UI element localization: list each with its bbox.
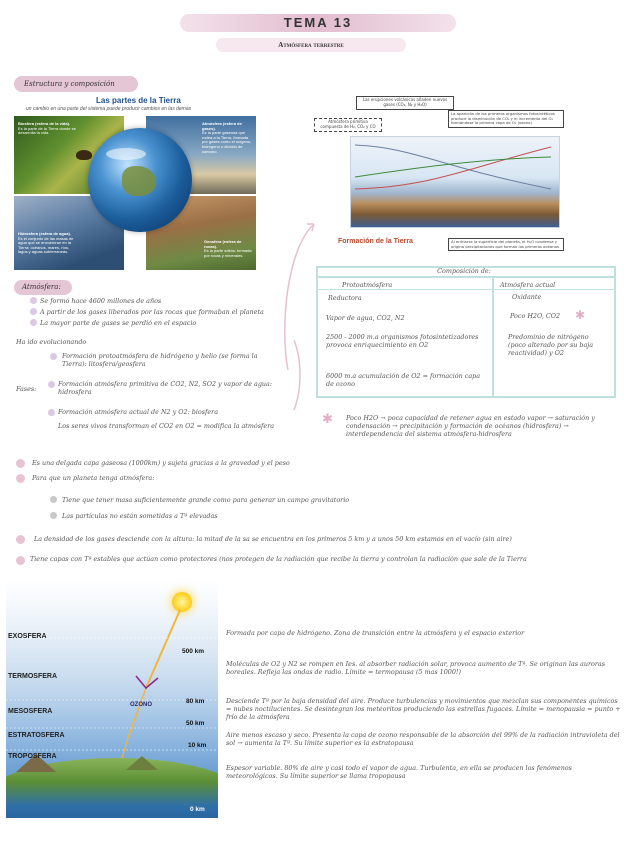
formation-title: Formación de la Tierra (338, 238, 413, 245)
exosfera-description: Formada por capa de hidrógeno. Zona de transición entre la atmósfera y el espacio exterior (226, 629, 525, 637)
km-0: 0 km (190, 806, 205, 813)
geosfera-caption: Geosfera (esfera de rocas). Es la parte sólida, formada por rocas y minerales. (204, 239, 252, 258)
formation-diagram (312, 96, 562, 262)
km-500: 500 km (182, 648, 205, 655)
atmosfera-fact-1: Se formó hace 4600 millones de años (40, 297, 162, 305)
mountain-shape (126, 756, 158, 770)
layer-label-mesosfera: MESOSFERA (8, 708, 53, 715)
termosfera-description: Moléculas de O2 y N2 se rompen en Ies. al absorber radiación solar, provoca aumento de Tª. Se originan las auroras boreales. Refleja las ondas de radio. Límite = termopausa (5 mas 1000!) (226, 660, 606, 676)
page-title: TEMA 13 (283, 15, 353, 30)
co2-curve (355, 145, 551, 189)
bullet-dot (16, 474, 25, 483)
km-80: 80 km (186, 698, 205, 705)
bullet-dot (16, 459, 25, 468)
proto-type: Reductora (328, 294, 362, 302)
layer-label-termosfera: TERMOSFERA (8, 673, 57, 680)
property-2b: Las partículas no están sometidas a Tª elevadas (62, 512, 218, 520)
property-3: La densidad de los gases desciende con la altura: la mitad de la sa se encuentra en los primeros 5 km y a unos 50 km estamos en el vacío (sin aire) (34, 535, 512, 543)
composition-col-line (318, 289, 614, 290)
atmosfera-fact-3: La mayor parte de gases se perdió en el espacio (40, 319, 197, 327)
bullet-dot (30, 308, 37, 315)
section-label-atmosfera: Atmósfera: (22, 283, 61, 291)
star-icon: ✱ (575, 308, 586, 322)
formation-note-2: La aparición de los primeros organismos fotosintéticos produce la disminución de CO₂ y el incremento del O₂ formándose la primera capa de O₃ (ozono) (448, 110, 564, 128)
bracket-brace (294, 340, 300, 410)
proto-ozone: 6000 m.a acumulación de O2 = formación capa de ozono (326, 372, 481, 388)
composition-col-atmosfera-actual: Atmósfera actual (500, 281, 556, 289)
property-2: Para que un planeta tenga atmósfera: (32, 474, 155, 482)
bullet-dot (48, 381, 55, 388)
atmosphere-layers-figure (6, 578, 218, 818)
bullet-dot (50, 496, 57, 503)
connector-arrow-up (285, 224, 314, 370)
butterfly-icon (76, 150, 92, 160)
layer-label-estratosfera: ESTRATOSFERA (8, 732, 65, 739)
formation-landscape (350, 136, 560, 228)
formation-curves (351, 137, 559, 197)
ray-line (146, 610, 180, 688)
ray-line (128, 688, 146, 738)
formation-note-1: Las erupciones volcánicas añaden nuevos gases (CO₂, N₂ y H₂O) (356, 96, 454, 110)
cloud-shape (106, 148, 146, 160)
earth-parts-figure-title: Las partes de la Tierra (96, 96, 181, 105)
property-4: Tiene capas con Tª estables que actúan como protectores (nos protegen de la radiación que recibe la tierra y controlan la radiación que sale de la Tierra (30, 555, 527, 563)
actual-nitrogen: Predominio de nitrógeno (poco alterado por su baja reactividad) y O2 (508, 333, 594, 357)
phase-3: Formación atmósfera actual de N2 y O2: biosfera (58, 408, 219, 416)
atmosfera-caption: Atmósfera (esfera de gases). Es la parte gaseosa que rodea a la Tierra, formada por gases como el oxígeno, hidrógeno o dióxido de carbono. (202, 121, 252, 154)
actual-type: Oxidante (512, 293, 542, 301)
composition-table-divider (492, 278, 494, 396)
layer-label-troposfera: TROPOSFERA (8, 753, 57, 760)
page-subtitle: Atmósfera terrestre (278, 41, 344, 49)
property-2a: Tiene que tener masa suficientemente grande como para generar un campo gravitatorio (62, 496, 350, 504)
proto-gases: Vapor de agua, CO2, N2 (326, 314, 405, 322)
bullet-dot (48, 409, 55, 416)
phase-1: Formación protoatmósfera de hidrógeno y helio (se forma la Tierra): litosfera/geosfera (62, 352, 258, 368)
bracket-connector (280, 210, 320, 440)
evolution-heading: Ha ido evolucionando (16, 338, 87, 346)
formation-note-4: Al enfriarse la superficie del planeta, el H₂O condensa y origina precipitaciones que forman los primeros océanos (448, 238, 564, 251)
ozono-label: OZONO (130, 702, 152, 708)
biosfera-caption: Biosfera (esfera de la vida). Es la parte de la Tierra donde se desarrolla la vida. (18, 121, 76, 136)
km-10: 10 km (188, 742, 207, 749)
formation-note-3: Atmósfera primitiva compuesta de H₂, CO₂ y CO (314, 118, 382, 132)
star-icon: ✱ (322, 412, 333, 427)
bullet-dot (16, 535, 25, 544)
hidrosfera-caption: Hidrosfera (esfera de agua). Es el conjunto de las masas de agua que se encuentran en la Tierra: océanos, mares, ríos, lagos y aguas subterráneas. (18, 231, 74, 255)
composition-col-protoatmosfera: Protoatmósfera (342, 281, 393, 289)
uv-arrow (136, 676, 158, 688)
mesosfera-description: Desciende Tª por la baja densidad del aire. Produce turbulencias y movimientos que mezclan sus componentes químicos = nubes noctilucientes. Se desintegran los meteoritos produciendo las estrellas fugaces. Límite = menopausia = punto + frío de la atmósfera (226, 697, 621, 721)
bullet-dot (30, 319, 37, 326)
earth-globe (88, 128, 192, 232)
km-50: 50 km (186, 720, 205, 727)
section-label-estructura: Estructura y composición (24, 80, 115, 88)
continent-shape (122, 166, 156, 196)
troposfera-description: Espesor variable. 80% de aire y casi todo el vapor de agua. Turbulenta, en ella se producen los fenómenos meteorológicos. Su límite superior se llama tropopausa (226, 764, 572, 780)
bullet-dot (30, 297, 37, 304)
actual-gases: Poco H2O, CO2 (510, 312, 561, 320)
fases-label: Fases: (16, 385, 37, 393)
water-note: Poco H2O → poca capacidad de retener agua en estado vapor → saturación y condensación → precipitación y formación de océanos (hidrosfera) → interdependencia del sistema atmósfera-hidrosfera (346, 414, 595, 438)
property-1: Es una delgada capa gaseosa (1000km) y sujeta gracias a la gravedad y el peso (32, 459, 290, 467)
estratosfera-description: Aire menos escaso y seco. Presenta la capa de ozono responsable de la absorción del 99% de la radiación intravioleta del sol → aumenta la Tª. Su límite superior es la estratopausa (226, 731, 620, 747)
phase-2: Formación atmósfera primitiva de CO2, N2, SO2 y vapor de agua: hidrosfera (58, 380, 273, 396)
atmosfera-fact-2: A partir de los gases liberados por las rocas que formaban el planeta (40, 308, 264, 316)
phase-4: Los seres vivos transforman el CO2 en O2 = modifica la atmósfera (58, 422, 275, 430)
proto-photosynthesis: 2500 - 2000 m.a organismos fotosintetizadores provoca enriquecimiento en O2 (326, 333, 479, 349)
bullet-dot (16, 556, 25, 565)
earth-parts-figure-subtitle: un cambio en una parte del sistema puede producir cambios en las demás (26, 106, 192, 112)
bullet-dot (50, 353, 57, 360)
bullet-dot (50, 512, 57, 519)
composition-title: Composición de: (437, 267, 491, 275)
composition-table-header-line (318, 276, 614, 278)
layer-label-exosfera: EXOSFERA (8, 633, 47, 640)
